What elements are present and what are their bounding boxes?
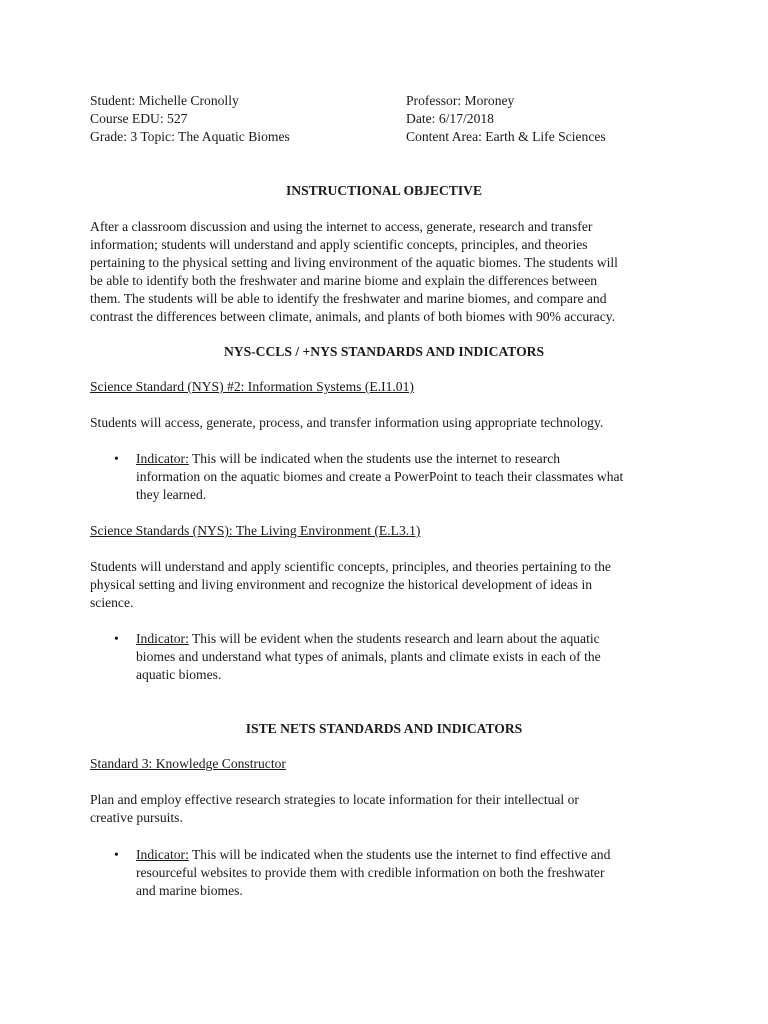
indicator-label: Indicator: [136,451,189,466]
indicator-line: aquatic biomes. [136,667,222,682]
course-code: Course EDU: 527 [90,111,188,126]
bullet-icon: • [114,847,119,862]
bullet-icon: • [114,451,119,466]
indicator-text: This will be evident when the students research and learn about the aquatic [188,631,600,646]
nys-standard-2-title: Science Standards (NYS): The Living Environment (E.L3.1) [90,523,421,538]
indicator-text: This will be indicated when the students use the internet to find effective and [188,847,611,862]
objective-line: After a classroom discussion and using the internet to access, generate, research and transfer [90,219,593,234]
indicator-line: and marine biomes. [136,883,243,898]
indicator-label: Indicator: [136,847,189,862]
lesson-date: Date: 6/17/2018 [406,111,494,126]
nys-heading: NYS-CCLS / +NYS STANDARDS AND INDICATORS [223,344,545,359]
indicator-line: biomes and understand what types of animals, plants and climate exists in each of the [136,649,601,664]
description-line: Students will access, generate, process, and transfer information using appropriate technology. [90,415,604,430]
objective-line: pertaining to the physical setting and living environment of the aquatic biomes. The students will [90,255,618,270]
grade-topic: Grade: 3 Topic: The Aquatic Biomes [90,129,290,144]
indicator-label: Indicator: [136,631,189,646]
indicator-line: resourceful websites to provide them with credible information on both the freshwater [136,865,605,880]
bullet-icon: • [114,631,119,646]
indicator-text: This will be indicated when the students use the internet to research [188,451,561,466]
header-row-2 [90,110,710,128]
nys-standard-1-title: Science Standard (NYS) #2: Information Systems (E.I1.01) [90,379,414,394]
indicator-line: information on the aquatic biomes and create a PowerPoint to teach their classmates what [136,469,624,484]
objective-line: them. The students will be able to identify the freshwater and marine biomes, and compare and [90,291,607,306]
iste-heading: ISTE NETS STANDARDS AND INDICATORS [245,721,523,736]
description-line: creative pursuits. [90,810,183,825]
iste-standard-3-indicator [90,846,690,900]
header-row-1 [90,92,710,110]
objective-line: be able to identify both the freshwater and marine biome and explain the differences between [90,273,598,288]
objective-heading: INSTRUCTIONAL OBJECTIVE [285,183,483,198]
content-area: Content Area: Earth & Life Sciences [406,129,606,144]
indicator-line: they learned. [136,487,207,502]
nys-standard-1-indicator [90,450,690,504]
header-row-3 [90,128,710,146]
nys-standard-2-description [90,558,678,612]
description-line: Students will understand and apply scientific concepts, principles, and theories pertaining to the [90,559,611,574]
description-line: physical setting and living environment and recognize the historical development of ideas in [90,577,593,592]
objective-line: contrast the differences between climate, animals, and plants of both biomes with 90% accuracy. [90,309,616,324]
description-line: science. [90,595,134,610]
student-name: Student: Michelle Cronolly [90,93,239,108]
objective-line: information; students will understand and apply scientific concepts, principles, and theories [90,237,588,252]
iste-standard-3-description [90,791,678,827]
objective-paragraph [90,218,678,326]
description-line: Plan and employ effective research strategies to locate information for their intellectual or [90,792,579,807]
nys-standard-2-indicator [90,630,690,684]
nys-standard-1-description [90,414,678,432]
professor-name: Professor: Moroney [406,93,515,108]
iste-standard-3-title: Standard 3: Knowledge Constructor [90,756,286,771]
